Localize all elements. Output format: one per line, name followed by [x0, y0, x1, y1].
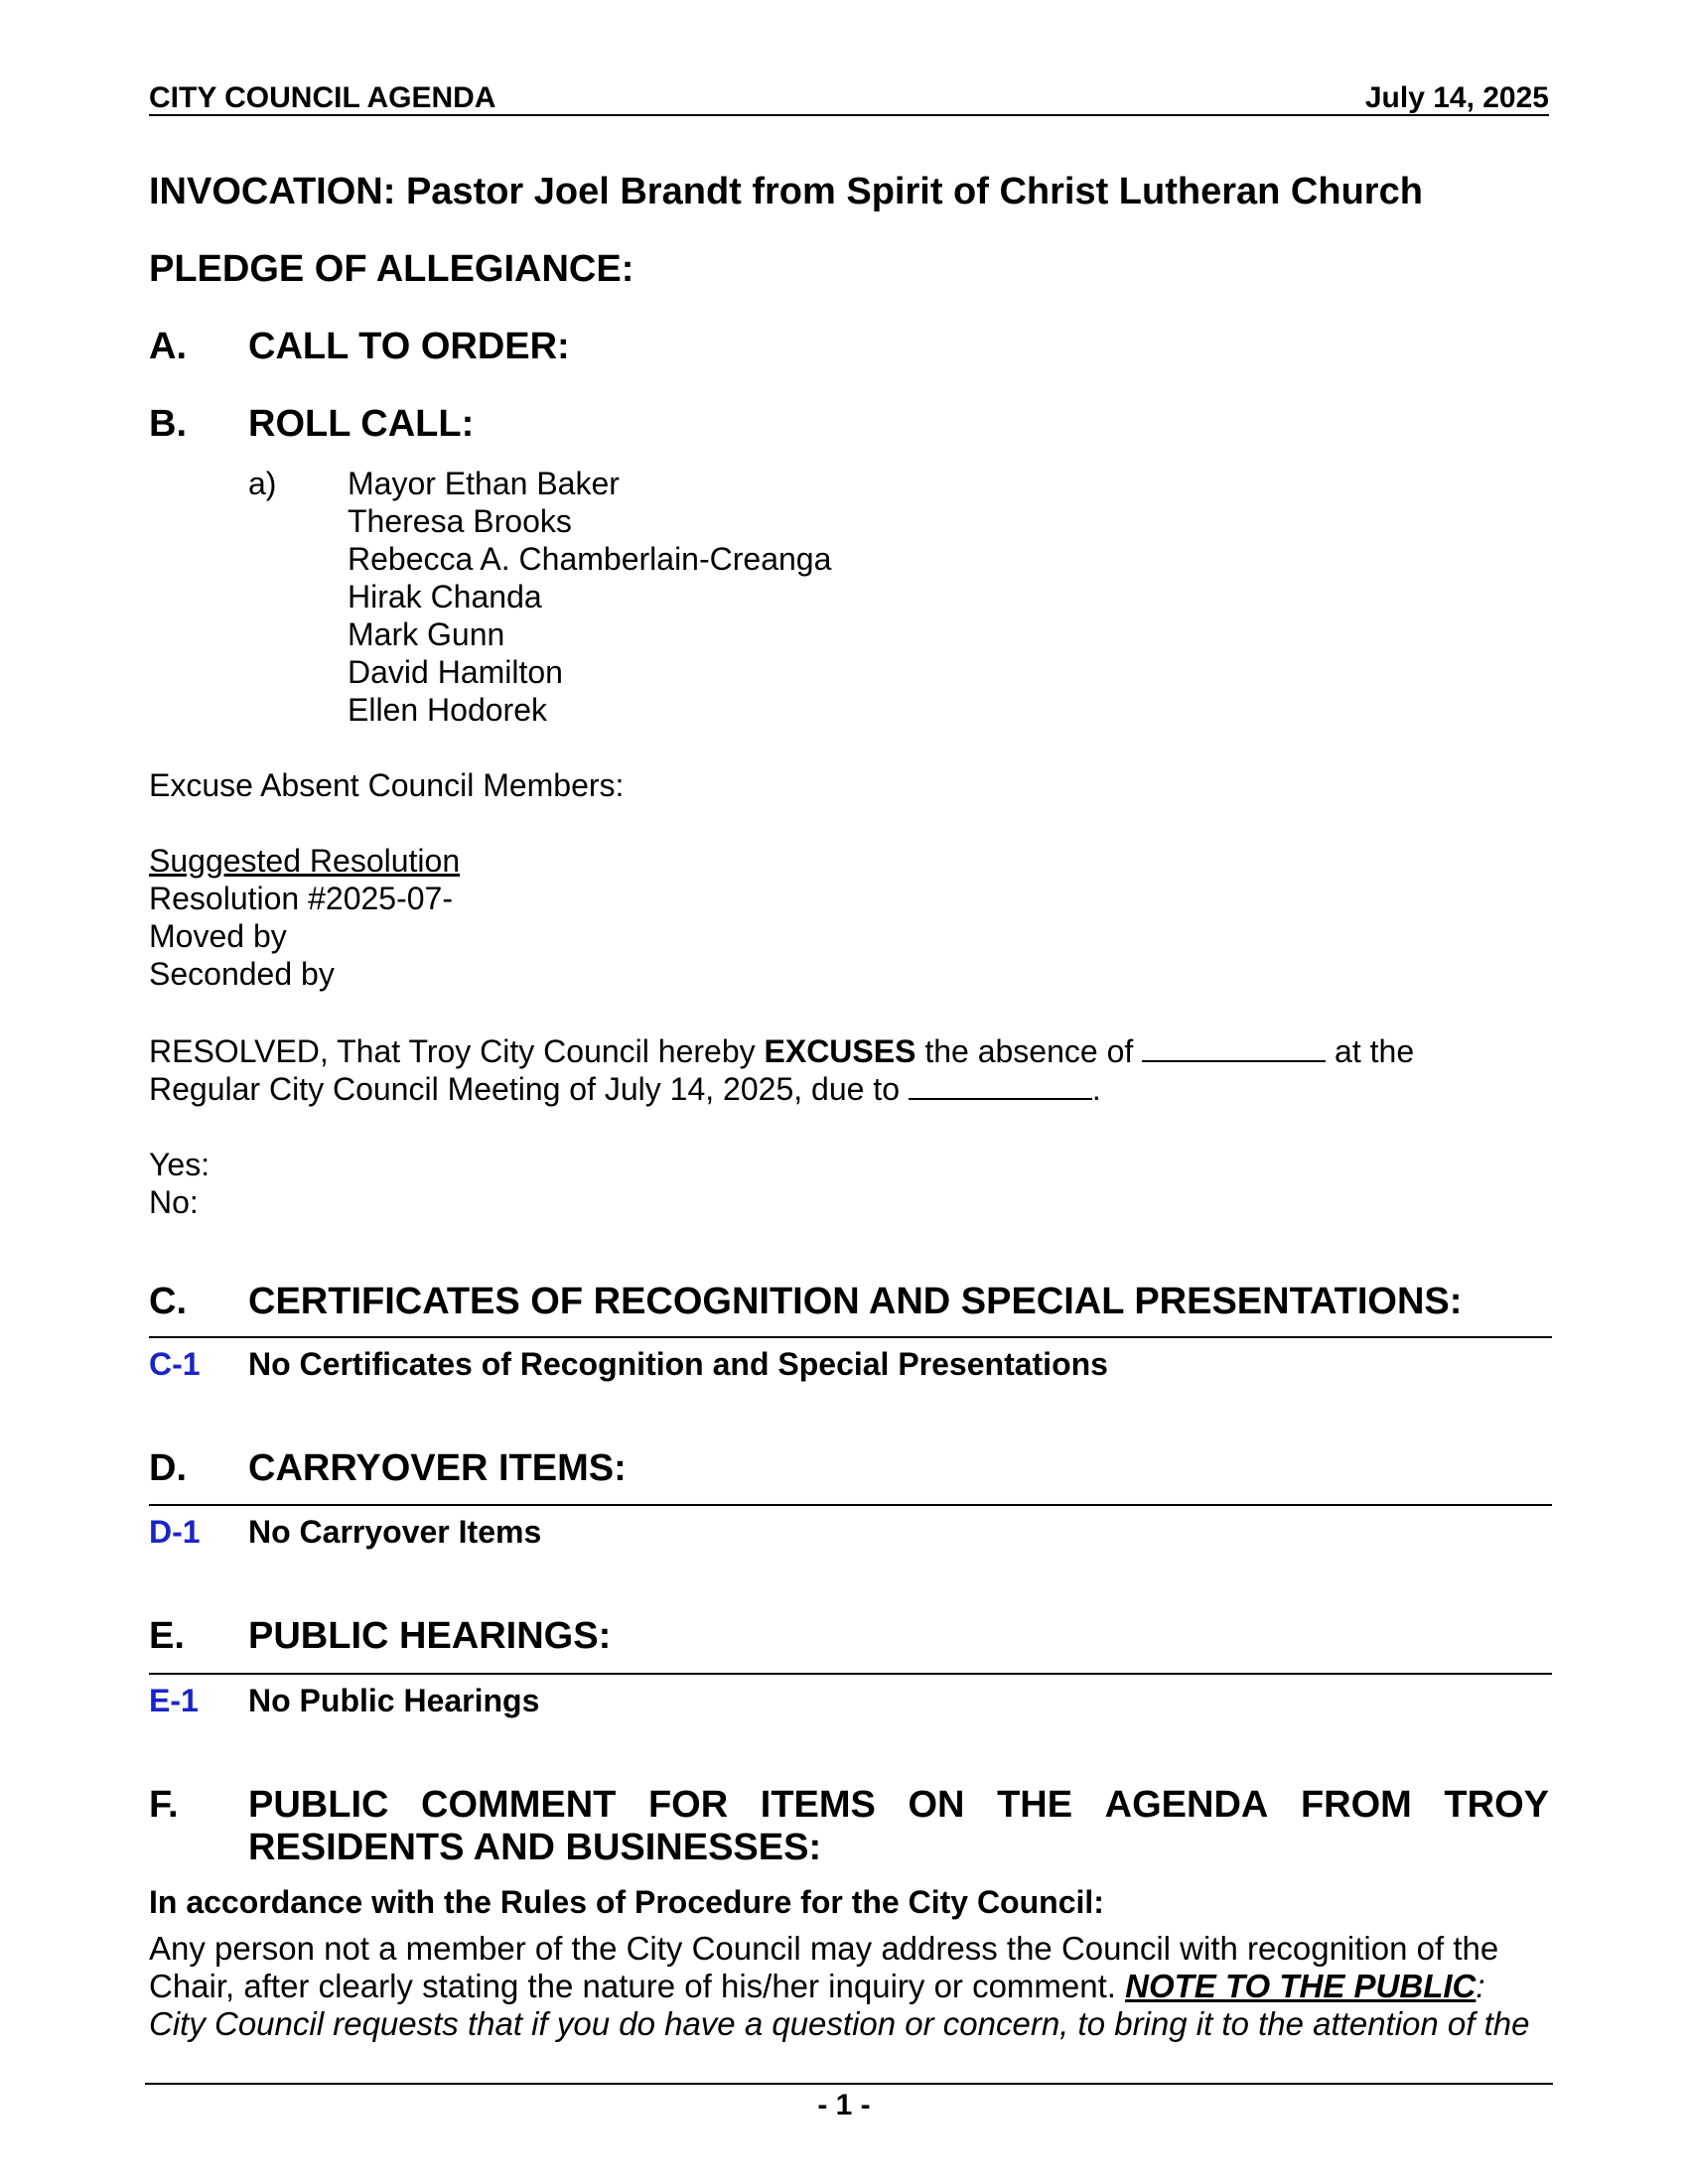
public-comment-text [149, 1930, 1530, 2043]
agenda-header-title: CITY COUNCIL AGENDA [149, 81, 496, 114]
member-name: Mayor Ethan Baker [348, 466, 620, 501]
resolution-number: Resolution #2025-07- [149, 881, 453, 916]
rules-heading: In accordance with the Rules of Procedure for the City Council: [149, 1884, 1104, 1920]
header-rule [149, 114, 1549, 116]
seconded-by: Seconded by [149, 956, 335, 992]
note-to-public: NOTE TO THE PUBLIC [1125, 1968, 1477, 2004]
item-c1-title: No Certificates of Recognition and Special Presentations [248, 1346, 1108, 1382]
pledge-heading: PLEDGE OF ALLEGIANCE: [149, 248, 634, 290]
roll-call-marker: a) [248, 466, 277, 501]
vote-yes: Yes: [149, 1147, 211, 1182]
absence-name-blank[interactable] [1142, 1034, 1326, 1062]
item-d1-number[interactable]: D-1 [149, 1514, 201, 1550]
section-b-title: ROLL CALL: [248, 403, 475, 445]
section-f-title [248, 1784, 1549, 1869]
moved-by: Moved by [149, 918, 287, 954]
public-comment-line3: City Council requests that if you do have a question or concern, to bring it to the attention of the [149, 2005, 1530, 2042]
section-d-rule [149, 1504, 1552, 1506]
public-comment-line1: Any person not a member of the City Council may address the Council with recognition of the [149, 1930, 1499, 1967]
section-f-title-line1: PUBLIC COMMENT FOR ITEMS ON THE AGENDA FROM TROY [248, 1784, 1549, 1826]
footer-rule [145, 2083, 1553, 2085]
member-name: David Hamilton [348, 654, 563, 690]
item-c1-number[interactable]: C-1 [149, 1346, 201, 1382]
member-name: Mark Gunn [348, 616, 505, 652]
page-number: - 1 - [817, 2089, 871, 2121]
absence-reason-blank[interactable] [909, 1072, 1092, 1100]
section-f-letter: F. [149, 1784, 179, 1826]
member-name: Rebecca A. Chamberlain-Creanga [348, 541, 832, 577]
public-comment-line2: Chair, after clearly stating the nature of his/her inquiry or comment. [149, 1968, 1126, 2004]
section-a-title: CALL TO ORDER: [248, 326, 570, 367]
note-colon: : [1476, 1968, 1485, 2004]
suggested-resolution-label: Suggested Resolution [149, 843, 461, 879]
member-name: Ellen Hodorek [348, 692, 547, 728]
section-d-letter: D. [149, 1447, 187, 1489]
resolved-line2-pre: Regular City Council Meeting of July 14, 2025, due to [149, 1071, 909, 1107]
section-e-rule [149, 1673, 1552, 1675]
section-a-letter: A. [149, 326, 187, 367]
resolved-text-post: at the [1326, 1033, 1415, 1069]
resolution-block [149, 842, 460, 993]
excuse-label: Excuse Absent Council Members: [149, 767, 625, 803]
item-d1-title: No Carryover Items [248, 1514, 542, 1550]
section-c-title: CERTIFICATES OF RECOGNITION AND SPECIAL PRESENTATIONS: [248, 1281, 1463, 1322]
section-f-title-line2: RESIDENTS AND BUSINESSES: [248, 1827, 822, 1868]
section-e-title: PUBLIC HEARINGS: [248, 1615, 612, 1657]
vote-block [149, 1146, 210, 1221]
vote-no: No: [149, 1184, 199, 1220]
resolved-text [149, 1032, 1414, 1108]
item-e1-number[interactable]: E-1 [149, 1683, 199, 1718]
resolved-text-excuses: EXCUSES [764, 1033, 916, 1069]
section-c-letter: C. [149, 1281, 187, 1322]
roll-call-list [348, 465, 831, 729]
resolved-line2-post: . [1091, 1071, 1101, 1107]
resolved-text-mid: the absence of [915, 1033, 1143, 1069]
member-name: Hirak Chanda [348, 579, 542, 614]
member-name: Theresa Brooks [348, 503, 572, 539]
item-e1-title: No Public Hearings [248, 1683, 540, 1718]
section-d-title: CARRYOVER ITEMS: [248, 1447, 627, 1489]
section-b-letter: B. [149, 403, 187, 445]
invocation-heading: INVOCATION: Pastor Joel Brandt from Spirit of Christ Lutheran Church [149, 171, 1423, 212]
resolved-text-pre: RESOLVED, That Troy City Council hereby [149, 1033, 765, 1069]
section-c-rule [149, 1336, 1552, 1338]
section-e-letter: E. [149, 1615, 185, 1657]
agenda-header-date: July 14, 2025 [1364, 81, 1549, 114]
